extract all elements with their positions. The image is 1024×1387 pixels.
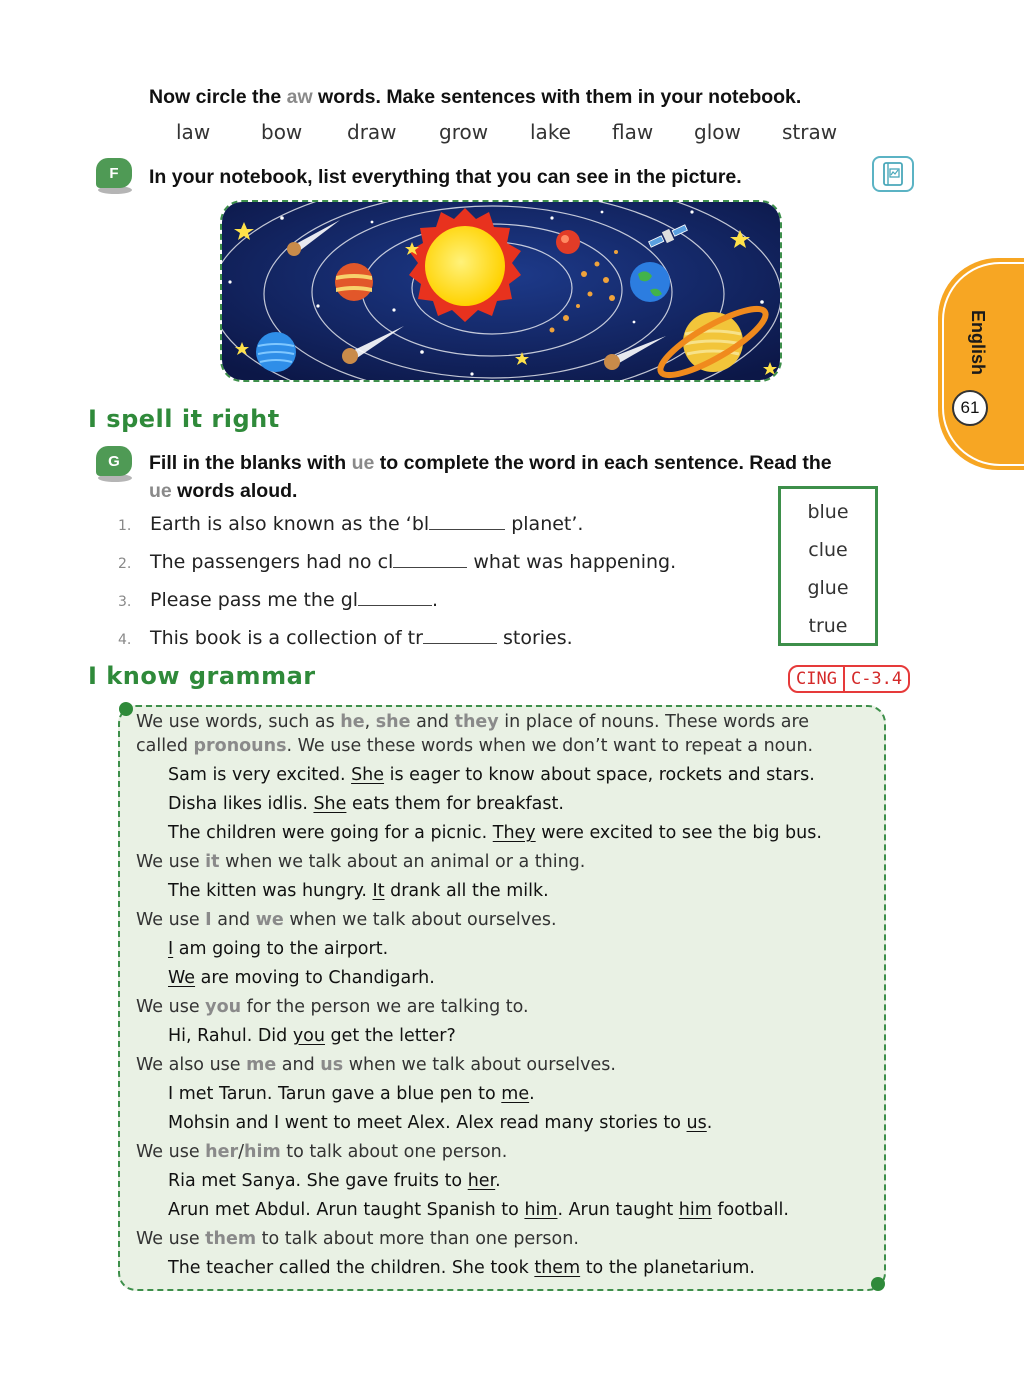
grammar-rule: We use her/him to talk about one person. [136,1142,508,1162]
tag-right: C-3.4 [850,669,903,689]
grammar-example: Arun met Abdul. Arun taught Spanish to him. Arun taught him football. [168,1200,789,1220]
box-corner-dot [119,702,133,716]
ue-highlight: ue [149,480,172,502]
curriculum-tag [788,665,910,693]
aw-highlight: aw [286,86,313,108]
picture-instruction: In your notebook, list everything that you can see in the picture. [149,166,742,188]
grammar-example: I am going to the airport. [168,939,389,959]
spell-heading: I spell it right [88,405,280,433]
tag-left: CING [796,669,837,689]
grammar-example: Disha likes idlis. She eats them for breakfast. [168,794,564,814]
grammar-intro-1: We use words, such as he, she and they in place of nouns. These words are [136,712,810,732]
grammar-heading: I know grammar [88,662,316,690]
word-box-item: clue [808,539,848,561]
blank-field[interactable] [358,588,432,606]
grammar-example: The teacher called the children. She took them to the planetarium. [168,1258,755,1278]
word-law[interactable]: law [176,120,211,144]
grammar-intro-2: called pronouns. We use these words when we don’t want to repeat a noun. [136,736,814,756]
word-glow[interactable]: glow [694,120,741,144]
fill-item-3: 3. Please pass me the gl . [118,589,439,611]
box-corner-dot [871,1277,885,1291]
fill-item-4: 4. This book is a collection of tr stories. [118,627,573,649]
spell-instruction-line-1: Fill in the blanks with ue to complete the word in each sentence. Read the [149,452,832,474]
grammar-example: The children were going for a picnic. They were excited to see the big bus. [168,823,822,843]
notebook-icon [872,156,914,192]
word-box-item: true [808,615,848,637]
word-flaw[interactable]: flaw [612,120,654,144]
aw-instruction: Now circle the aw words. Make sentences with them in your notebook. [149,86,802,108]
activity-badge-f: F [96,158,132,188]
blank-field[interactable] [423,626,497,644]
word-draw[interactable]: draw [347,120,397,144]
spell-instruction-line-2: ue words aloud. [149,480,298,502]
fill-item-2: 2. The passengers had no cl what was happening. [118,551,677,573]
aw-word-list [176,120,852,144]
word-box-item: glue [807,577,849,599]
word-bow[interactable]: bow [261,120,303,144]
grammar-example: We are moving to Chandigarh. [168,968,435,988]
grammar-rule: We use them to talk about more than one person. [136,1229,579,1249]
grammar-rule: We use you for the person we are talking to. [136,997,529,1017]
grammar-example: Mohsin and I went to meet Alex. Alex read many stories to us. [168,1113,713,1133]
grammar-example: Sam is very excited. She is eager to know about space, rockets and stars. [168,765,815,785]
blank-field[interactable] [393,550,467,568]
solar-system-picture [220,200,782,382]
grammar-example: Hi, Rahul. Did you get the letter? [168,1026,456,1046]
word-box [778,486,878,646]
grammar-example: Ria met Sanya. She gave fruits to her. [168,1171,501,1191]
page-number: 61 [952,390,988,426]
word-lake[interactable]: lake [530,120,571,144]
ue-highlight: ue [351,452,375,474]
grammar-rule: We also use me and us when we talk about ourselves. [136,1055,616,1075]
word-box-item: blue [807,501,849,523]
word-straw[interactable]: straw [782,120,838,144]
subject-label: English [968,310,988,376]
blank-field[interactable] [429,512,505,530]
activity-badge-g: G [96,446,132,476]
word-grow[interactable]: grow [439,120,489,144]
grammar-rule: We use it when we talk about an animal or a thing. [136,852,586,872]
grammar-example: I met Tarun. Tarun gave a blue pen to me. [168,1084,535,1104]
grammar-rule: We use I and we when we talk about ourselves. [136,910,557,930]
grammar-example: The kitten was hungry. It drank all the milk. [168,881,549,901]
fill-item-1: 1. Earth is also known as the ‘bl planet’. [118,513,584,535]
